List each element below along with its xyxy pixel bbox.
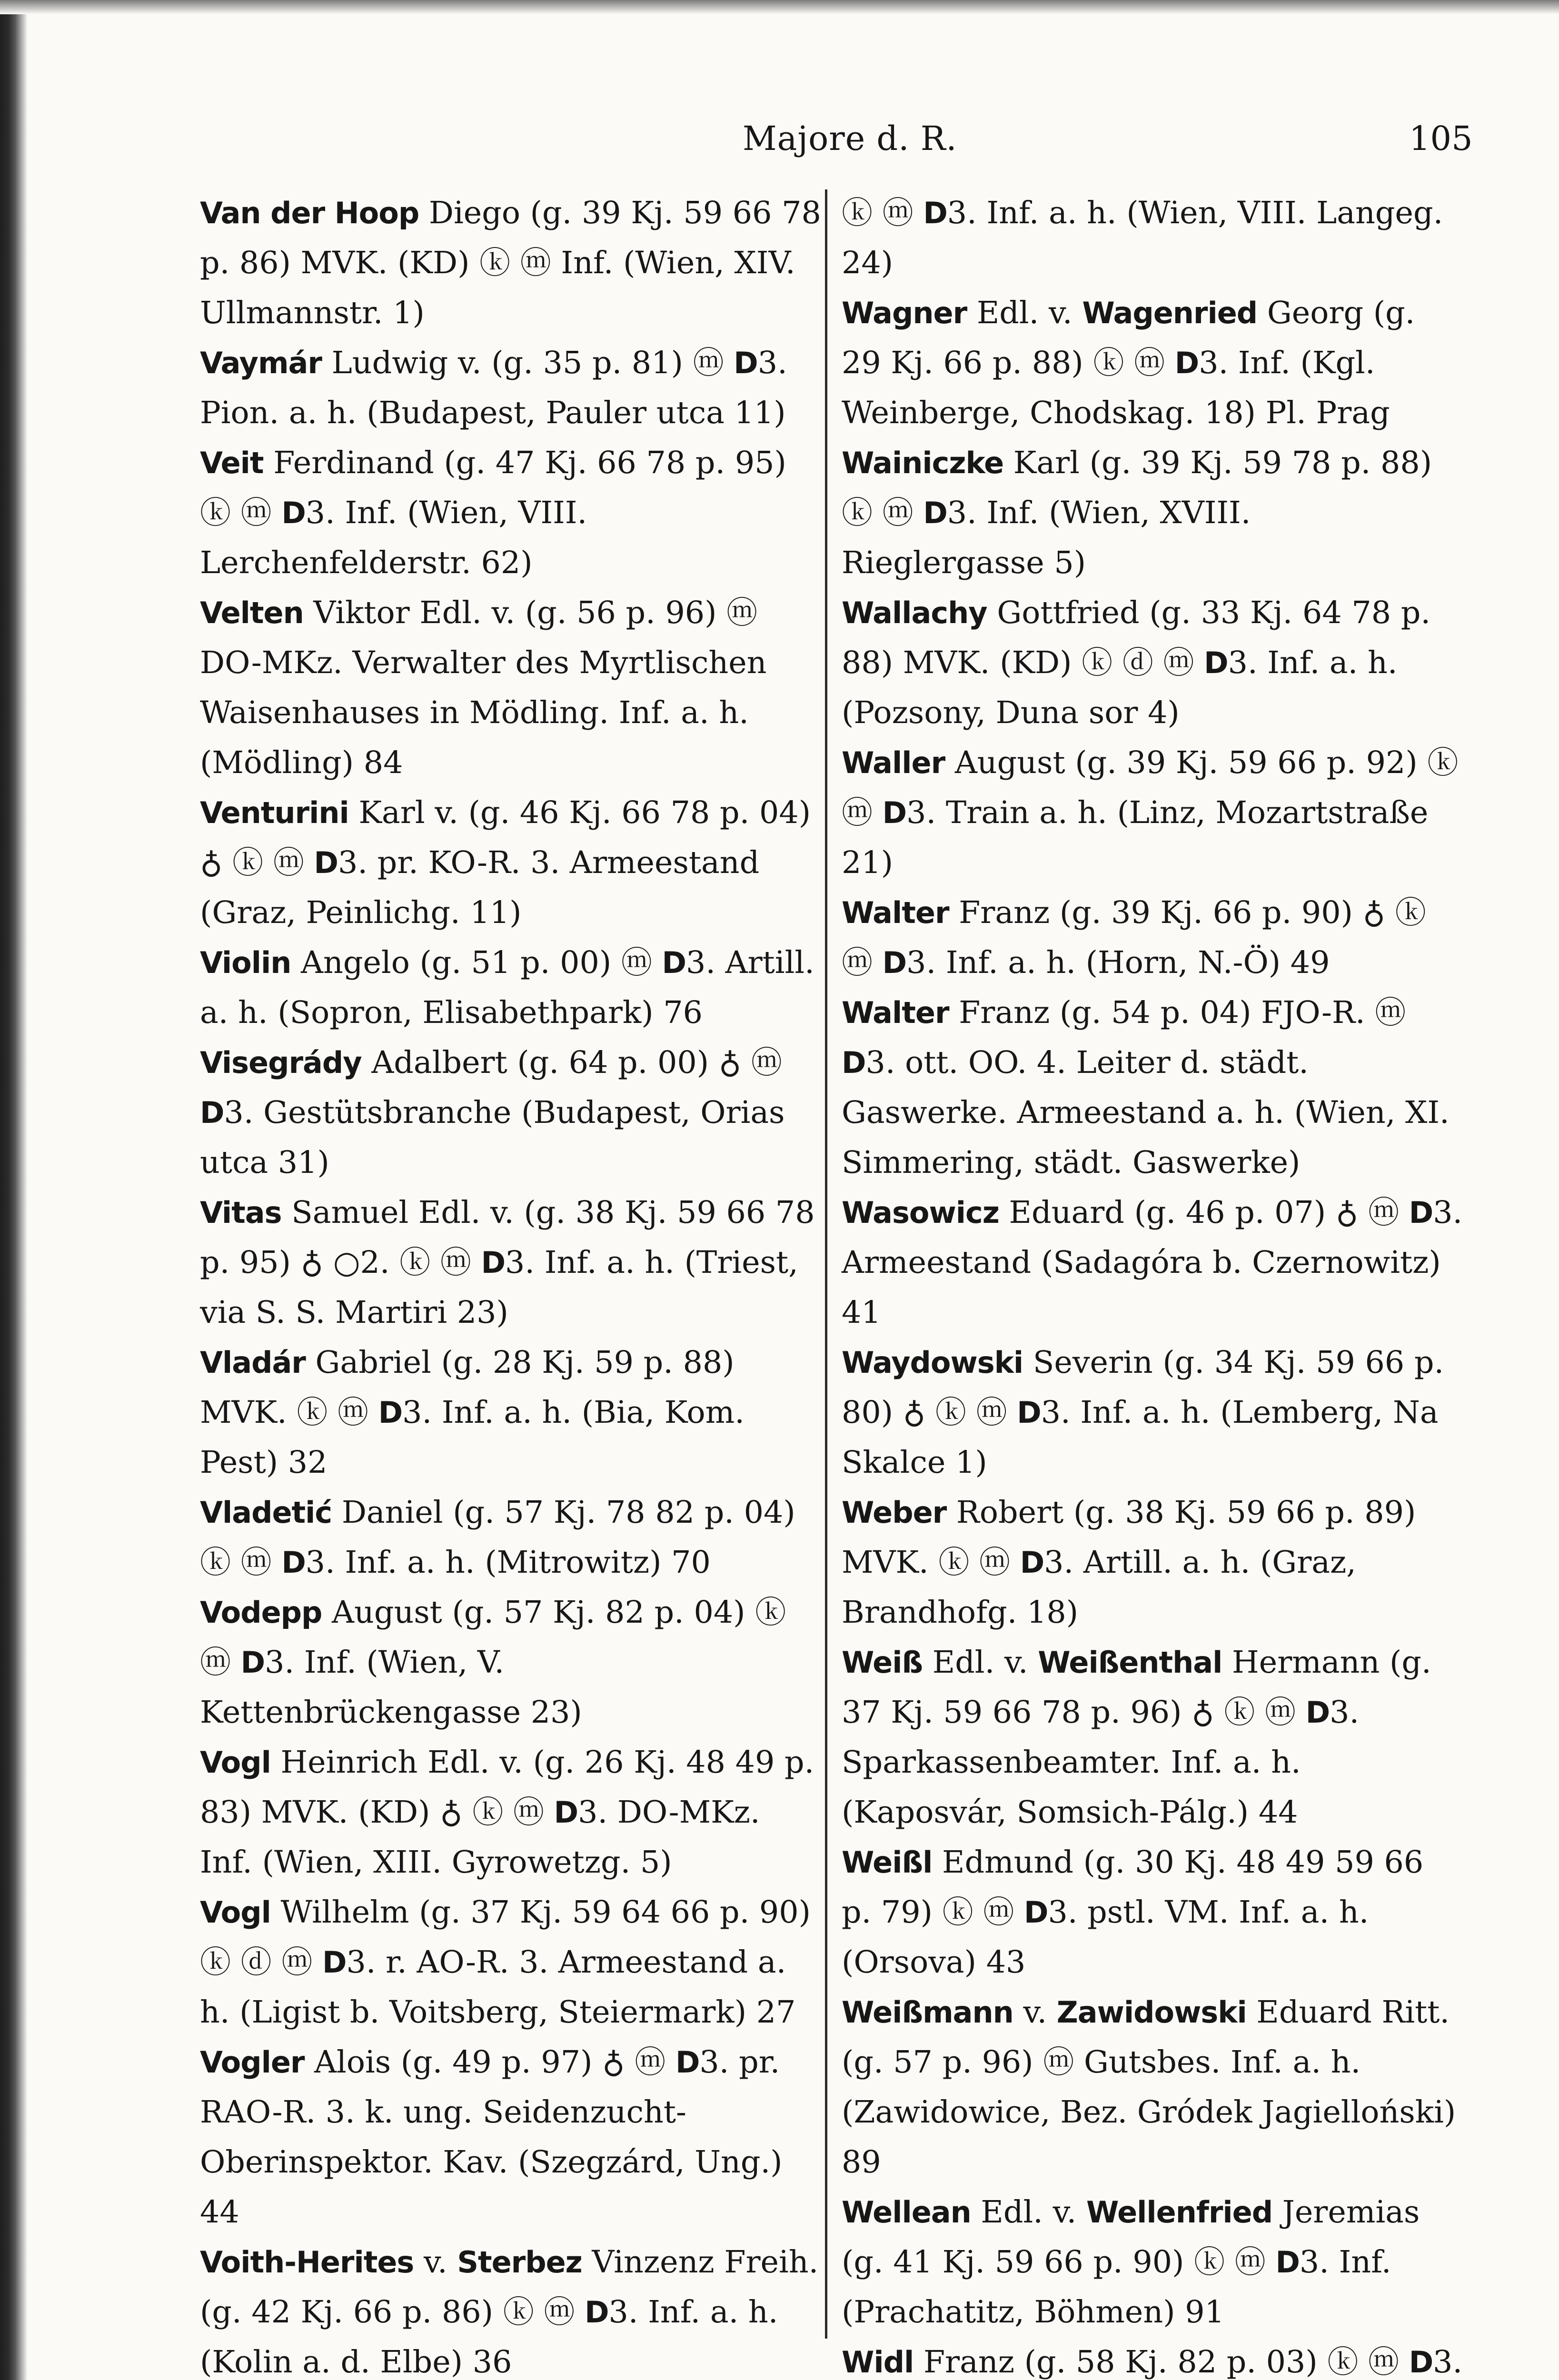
entry-name: Vladár	[200, 1345, 306, 1380]
entry-name: D	[675, 2045, 700, 2080]
entry-text: Edl. v.	[971, 2194, 1086, 2230]
entry-text: Eduard (g. 46 p. 07) ♁ ⓜ	[999, 1195, 1409, 1230]
directory-entry	[842, 1837, 1463, 1987]
entry-text: 3. r. AO-R. 3. Armeestand a. h. (Ligist b. Voitsberg, Steiermark) 27	[200, 1944, 796, 2030]
entry-name: D	[1204, 645, 1228, 680]
running-head: Majore d. R.	[743, 119, 957, 158]
entry-name: D	[734, 346, 758, 380]
scan-top-edge	[0, 0, 1559, 14]
directory-entry	[200, 188, 821, 338]
column-divider	[825, 189, 827, 2339]
right-column	[842, 188, 1463, 2380]
entry-text: 3. Inf. a. h. (Wien, VIII. Langeg. 24)	[842, 195, 1443, 281]
entry-name: D	[882, 795, 907, 830]
entry-text: 3. Armeestand (Sadagóra b. Czernowitz) 41	[842, 1195, 1463, 1330]
entry-name: D	[1017, 1395, 1041, 1430]
entry-text: Robert (g. 38 Kj. 59 66 p. 89) MVK. ⓚ ⓜ	[842, 1495, 1416, 1580]
entry-name: Walter	[842, 995, 949, 1030]
entry-text: Adalbert (g. 64 p. 00) ♁ ⓜ	[361, 1045, 782, 1081]
entry-text: 3. Sparkassenbeamter. Inf. a. h. (Kaposvár, Somsich-Pálg.) 44	[842, 1695, 1360, 1830]
entry-text: 3. Inf. (Kgl. Weinberge, Chodskag. 18) Pl. Prag	[842, 345, 1390, 431]
entry-name: D	[481, 1245, 506, 1280]
entry-name: D	[1024, 1895, 1048, 1930]
entry-text: ⓚ ⓜ	[842, 195, 923, 231]
entry-text: 3. Inf. a. h. (Kolin a. d. Elbe) 36	[200, 2294, 778, 2380]
entry-text: 3. Artill. a. h. (Graz, Brandhofg. 18)	[842, 1545, 1356, 1630]
entry-name: Vogl	[200, 1745, 271, 1780]
entry-name: Wasowicz	[842, 1195, 999, 1230]
directory-entry	[200, 588, 821, 788]
entry-name: Velten	[200, 595, 304, 630]
directory-entry	[200, 1737, 821, 1887]
entry-text: August (g. 39 Kj. 59 66 p. 92) ⓚ ⓜ	[842, 745, 1459, 831]
entry-name: Wellenfried	[1086, 2195, 1273, 2230]
directory-entry	[200, 1338, 821, 1488]
directory-entry	[200, 1887, 821, 2037]
entry-text: Viktor Edl. v. (g. 56 p. 96) ⓜ DO-MKz. Verwalter des Myrtlischen Waisenhauses in Mödling. Inf. a. h. (Mödling) 84	[200, 595, 767, 781]
directory-entry	[842, 588, 1463, 738]
entry-name: Vodepp	[200, 1595, 322, 1630]
entry-name: Weißenthal	[1038, 1645, 1222, 1680]
entry-name: D	[842, 1045, 866, 1080]
entry-name: Waydowski	[842, 1345, 1023, 1380]
entry-name: Visegrády	[200, 1045, 362, 1080]
entry-name: D	[200, 1095, 224, 1130]
directory-entry	[842, 1188, 1463, 1338]
entry-name: Violin	[200, 945, 291, 980]
directory-entry	[842, 738, 1463, 888]
directory-entry	[842, 2187, 1463, 2337]
entry-text: 3. pstl. VM. Inf. a. h. (Orsova) 43	[842, 1894, 1369, 1980]
entry-text: Eduard Ritt. (g. 57 p. 96) ⓜ Gutsbes. Inf. a. h. (Zawidowice, Bez. Gródek Jagielloński) 89	[842, 1994, 1456, 2180]
entry-name: Zawidowski	[1056, 1995, 1247, 2030]
entry-text: 3. Inf. a. h. (Horn, N.-Ö) 49	[906, 945, 1330, 981]
entry-name: Van der Hoop	[200, 196, 419, 230]
directory-entry	[842, 1987, 1463, 2187]
entry-text: Gottfried (g. 33 Kj. 64 78 p. 88) MVK. (KD) ⓚ ⓓ ⓜ	[842, 595, 1430, 681]
entry-name: Wallachy	[842, 595, 987, 630]
entry-text: v.	[1013, 1994, 1057, 2030]
entry-name: Waller	[842, 745, 945, 780]
entry-name: D	[322, 1945, 347, 1980]
entry-text: v.	[414, 2244, 457, 2280]
directory-entry	[200, 2037, 821, 2237]
directory-entry	[842, 1637, 1463, 1837]
scan-binding-edge	[0, 0, 28, 2380]
entry-name: Weißmann	[842, 1995, 1013, 2030]
entry-text: 3. Train a. h. (Linz, Mozartstraße 21)	[842, 795, 1429, 881]
entry-name: Vitas	[200, 1195, 282, 1230]
entry-name: Wagenried	[1082, 296, 1258, 330]
entry-text: 3. Inf. (Wien, V. Kettenbrückengasse 23)	[200, 1645, 582, 1730]
entry-text: 3. pr. RAO-R. 3. k. ung. Seidenzucht-Oberinspektor. Kav. (Szegzárd, Ung.) 44	[200, 2044, 783, 2230]
entry-text: Alois (g. 49 p. 97) ♁ ⓜ	[304, 2044, 675, 2080]
entry-text: Georg (g. 29 Kj. 66 p. 88) ⓚ ⓜ	[842, 295, 1415, 381]
directory-entry	[200, 2237, 821, 2380]
entry-name: D	[1174, 346, 1199, 380]
directory-entry	[842, 438, 1463, 588]
entry-name: Weber	[842, 1495, 947, 1530]
entry-text: Edl. v.	[967, 295, 1082, 331]
entry-name: D	[281, 496, 306, 530]
entry-name: Vladetić	[200, 1495, 332, 1530]
directory-entry	[200, 338, 821, 438]
entry-text: 3. Inf. (Wien, VIII. Lerchenfelderstr. 62)	[200, 495, 587, 581]
entry-name: Venturini	[200, 795, 349, 830]
entry-text: Wilhelm (g. 37 Kj. 59 64 66 p. 90) ⓚ ⓓ ⓜ	[200, 1894, 811, 1980]
entry-text: August (g. 57 Kj. 82 p. 04) ⓚ ⓜ	[200, 1595, 786, 1680]
entry-name: D	[1275, 2245, 1300, 2280]
entry-name: Vaymár	[200, 346, 322, 380]
entry-name: Sterbez	[457, 2245, 582, 2280]
entry-text: Jeremias (g. 41 Kj. 59 66 p. 90) ⓚ ⓜ	[842, 2194, 1420, 2280]
entry-name: D	[923, 196, 947, 230]
directory-entry	[200, 1038, 821, 1188]
directory-entry	[200, 1587, 821, 1737]
page-number: 105	[1409, 119, 1473, 158]
entry-name: D	[1020, 1545, 1044, 1580]
left-column	[200, 188, 821, 2380]
directory-entry	[842, 988, 1463, 1188]
entry-text: 3. Pion. a. h. (Budapest, Pauler utca 11)	[200, 345, 787, 431]
entry-name: D	[281, 1545, 306, 1580]
entry-text: 3. Gestütsbranche (Budapest, Orias utca 31)	[200, 1095, 785, 1180]
entry-text: Angelo (g. 51 p. 00) ⓜ	[291, 945, 662, 981]
directory-entry	[200, 1488, 821, 1587]
entry-name: Wainiczke	[842, 446, 1004, 480]
entry-text: 3. Inf. a. h. (Lemberg, Na Skalce 1)	[842, 1395, 1439, 1480]
entry-name: Vogl	[200, 1895, 271, 1930]
directory-entry	[200, 938, 821, 1038]
directory-entry	[842, 288, 1463, 438]
entry-text: Karl (g. 39 Kj. 59 78 p. 88) ⓚ ⓜ	[842, 445, 1432, 531]
entry-name: D	[882, 945, 907, 980]
entry-name: D	[1409, 1195, 1433, 1230]
entry-name: D	[1305, 1695, 1330, 1730]
entry-text: Gabriel (g. 28 Kj. 59 p. 88) MVK. ⓚ ⓜ	[200, 1345, 735, 1430]
entry-name: Veit	[200, 446, 264, 480]
entry-name: Weißl	[842, 1845, 933, 1880]
directory-entry	[200, 1188, 821, 1338]
entry-text: 3. Inf. a. h. (Mitrowitz) 70	[305, 1545, 711, 1580]
entry-name: D	[585, 2295, 609, 2330]
entry-name: D	[554, 1795, 578, 1830]
directory-entry	[842, 188, 1463, 288]
entry-text: 3. Inf. a. h. (Bia, Kom. Pest) 32	[200, 1395, 745, 1480]
entry-text: Severin (g. 34 Kj. 59 66 p. 80) ♁ ⓚ ⓜ	[842, 1345, 1444, 1430]
entry-text: Samuel Edl. v. (g. 38 Kj. 59 66 78 p. 95) ♁ ○2. ⓚ ⓜ	[200, 1195, 815, 1280]
entry-text: Heinrich Edl. v. (g. 26 Kj. 48 49 p. 83) MVK. (KD) ♁ ⓚ ⓜ	[200, 1745, 814, 1830]
entry-text: Diego (g. 39 Kj. 59 66 78 p. 86) MVK. (KD) ⓚ ⓜ Inf. (Wien, XIV. Ullmannstr. 1)	[200, 195, 821, 331]
directory-entry	[842, 1488, 1463, 1637]
entry-name: D	[1409, 2345, 1433, 2380]
entry-text: Ludwig v. (g. 35 p. 81) ⓜ	[321, 345, 734, 381]
directory-entry	[842, 2337, 1463, 2380]
entry-text: 3. Inf. a. h. (Pozsony, Duna sor 4)	[842, 645, 1398, 731]
entry-text: Karl v. (g. 46 Kj. 66 78 p. 04) ♁ ⓚ ⓜ	[200, 795, 811, 881]
entry-text: 3. DO-MKz. Inf. (Wien, XIII. Gyrowetzg. 5)	[200, 1795, 760, 1880]
entry-text: Edl. v.	[923, 1645, 1038, 1680]
entry-name: D	[923, 496, 947, 530]
entry-text: Hermann (g. 37 Kj. 59 66 78 p. 96) ♁ ⓚ ⓜ	[842, 1645, 1431, 1730]
entry-name: Walter	[842, 895, 949, 930]
entry-text: 3. ott. OO. 4. Leiter d. städt. Gaswerke. Armeestand a. h. (Wien, XI. Simmering, städt. Gaswerke)	[842, 1045, 1450, 1180]
entry-text: 3. Artill. a. h. (Sopron, Elisabethpark) 76	[200, 945, 814, 1031]
directory-entry	[842, 1338, 1463, 1488]
directory-entry	[200, 788, 821, 938]
entry-text: 3. Inf. (Wien, XVIII. Rieglergasse 5)	[842, 495, 1251, 581]
entry-name: D	[314, 845, 338, 880]
entry-text: 3. Inf. a. h. (Triest, via S. S. Martiri 23)	[200, 1245, 798, 1330]
entry-name: Widl	[842, 2345, 914, 2380]
entry-text: Franz (g. 58 Kj. 82 p. 03) ⓚ ⓜ	[914, 2344, 1409, 2380]
entry-text: Franz (g. 54 p. 04) FJO-R. ⓜ	[949, 995, 1406, 1031]
entry-name: Vogler	[200, 2045, 305, 2080]
entry-text: Vinzenz Freih. (g. 42 Kj. 66 p. 86) ⓚ ⓜ	[200, 2244, 819, 2330]
entry-text: Franz (g. 39 Kj. 66 p. 90) ♁ ⓚ ⓜ	[842, 895, 1426, 981]
entry-name: Wagner	[842, 296, 967, 330]
entry-text: 3. pr. KO-R. 3. Armeestand (Graz, Peinlichg. 11)	[200, 845, 760, 931]
entry-name: D	[240, 1645, 265, 1680]
entry-name: Weiß	[842, 1645, 923, 1680]
entry-name: D	[662, 945, 686, 980]
entry-text: 3.	[1433, 2344, 1463, 2380]
entry-name: D	[378, 1395, 403, 1430]
entry-text: Ferdinand (g. 47 Kj. 66 78 p. 95) ⓚ ⓜ	[200, 445, 786, 531]
entry-name: Wellean	[842, 2195, 971, 2230]
entry-text: Daniel (g. 57 Kj. 78 82 p. 04) ⓚ ⓜ	[200, 1495, 795, 1580]
entry-text: 3. Inf. (Prachatitz, Böhmen) 91	[842, 2244, 1391, 2330]
entry-text: Edmund (g. 30 Kj. 48 49 59 66 p. 79) ⓚ ⓜ	[842, 1844, 1424, 1930]
directory-entry	[200, 438, 821, 588]
entry-name: Voith-Herites	[200, 2245, 414, 2280]
directory-entry	[842, 888, 1463, 988]
